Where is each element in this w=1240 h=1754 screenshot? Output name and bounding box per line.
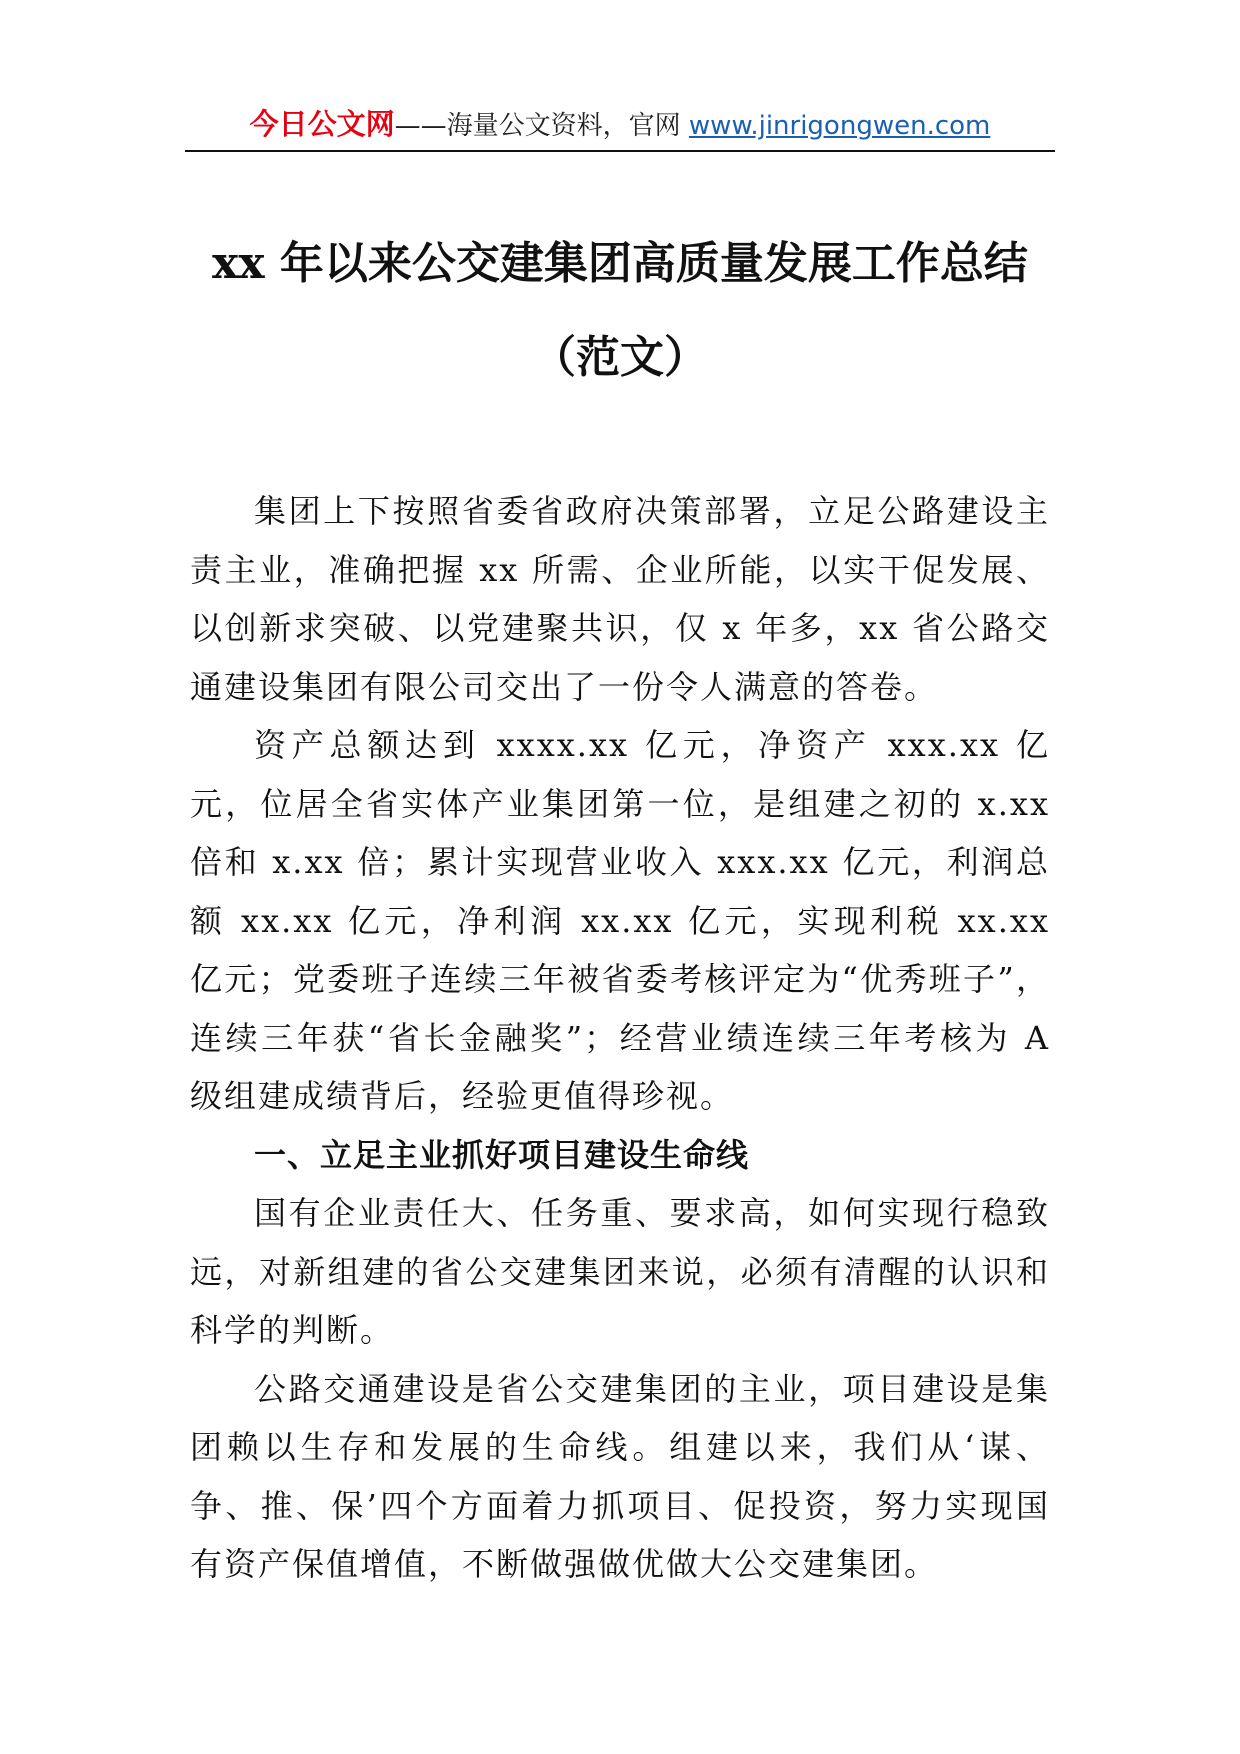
section-heading: 一、立足主业抓好项目建设生命线 [254,1135,750,1174]
header-divider [185,150,1055,152]
brand-name: 今日公文网 [249,107,395,141]
header-tagline: ——海量公文资料，官网 [394,111,689,141]
document-title: xx 年以来公交建集团高质量发展工作总结 [212,238,1028,289]
paragraph-section1-a: 国有企业责任大、任务重、要求高，如何实现行稳致远，对新组建的省公交建集团来说，必须有清醒的认识和科学的判断。 [190,1194,1050,1349]
page-header [185,100,1055,148]
document-subtitle: （范文） [532,332,708,383]
website-link[interactable]: www.jinrigongwen.com [688,111,991,141]
document-body [190,482,1050,1594]
paragraph-section1-b: 公路交通建设是省公交建集团的主业，项目建设是集团赖以生存和发展的生命线。组建以来，我们从‘谋、争、推、保’四个方面着力抓项目、促投资，努力实现国有资产保值增值，不断做强做优做大公交建集团。 [190,1369,1050,1583]
paragraph-intro: 集团上下按照省委省政府决策部署，立足公路建设主责主业，准确把握 xx 所需、企业所能，以实干促发展、以创新求突破、以党建聚共识，仅 x 年多，xx 省公路交通建设集团有限公司交出了一份令人满意的答卷。 [190,492,1050,706]
paragraph-achievements: 资产总额达到 xxxx.xx 亿元，净资产 xxx.xx 亿元，位居全省实体产业集团第一位，是组建之初的 x.xx 倍和 x.xx 倍；累计实现营业收入 xxx.xx 亿元，利润总额 xx.xx 亿元，净利润 xx.xx 亿元，实现利税 xx.xx 亿元；党委班子连续三年被省委考核评定为“优秀班子”，连续三年获“省长金融奖”；经营业绩连续三年考核为 A 级组建成绩背后，经验更值得珍视。 [190,726,1050,1115]
